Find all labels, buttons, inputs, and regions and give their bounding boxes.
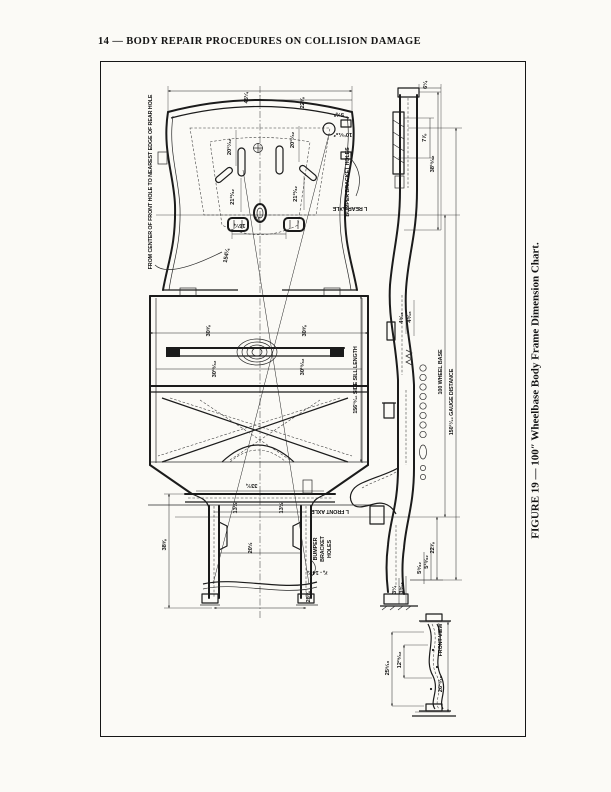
dim-rear-half-width: 22⅝ — [300, 97, 306, 109]
dim-rear-overhang: 38¹⁵⁄₃₂ — [430, 155, 436, 173]
dim-bumper-rear-a: 5⅝* — [333, 111, 345, 117]
label-front-bumper-1: BUMPER — [313, 537, 319, 561]
sill-section-left — [166, 347, 180, 357]
dim-rear-hole-left: 21¹³⁄₃₂ — [230, 189, 236, 205]
dim-side-mid-a: 4⁹⁄₁₆ — [399, 312, 405, 324]
dim-rail-gap: 20½ — [248, 542, 254, 554]
dim-side-top: 6¼ — [423, 81, 429, 89]
label-gauge-distance: 150¹⁷⁄₃₂ GAUGE DISTANCE — [449, 368, 455, 436]
page-header: 14 — BODY REPAIR PROCEDURES ON COLLISION DAMAGE — [98, 36, 422, 47]
dim-front-span: 38⅝ — [162, 539, 168, 551]
dim-spring-a: 16¼ — [234, 222, 246, 228]
label-side-sill-length: 156¹⁵⁄₁₆ SIDE SILL LENGTH — [353, 346, 359, 414]
dim-mid-width-right: 30⅝ — [302, 325, 308, 337]
dim-mid-width-left: 30⅝ — [206, 325, 212, 337]
dim-rear-slot-left: 20¹⁷⁄₃₂ — [227, 138, 233, 156]
dim-axle-gap-right: 13½ — [279, 502, 285, 514]
plan-view-drawing — [148, 86, 460, 618]
rear-slot-hole-left — [238, 148, 245, 176]
dim-front-cross-width: 33¾ — [246, 482, 258, 488]
spring-hanger-hole-right — [284, 218, 304, 231]
gauge-holes — [420, 365, 427, 480]
dim-spring-b: ⅝ — [255, 215, 261, 221]
dim-frontview-outer: 25⁹⁄₁₆ — [385, 660, 391, 676]
dim-frontview-inner: 12²⁹⁄₃₂ — [397, 651, 403, 669]
dim-frontview-right: 26¹⁵⁄₁₆ — [438, 675, 444, 693]
dim-side-upper: 7⅞ — [422, 134, 428, 142]
rear-bumper-bracket-upper — [341, 120, 351, 127]
dim-rear-width: 45¼ — [244, 92, 250, 104]
label-rear-axle: L REAR AXLE — [332, 205, 368, 211]
dim-front-width: 28⅝ — [306, 591, 312, 603]
dim-front-bumper-holes: ⅞ - 14¾ — [307, 569, 329, 575]
front-view-dimensions — [385, 622, 450, 712]
dim-side-lower-a: 5⁹⁄₃₂ — [417, 562, 423, 574]
note-diagonal-measure: FROM CENTER OF FRONT HOLE TO NEAREST EDGE OF REAR HOLE — [148, 94, 154, 270]
label-front-bumper-2: BRACKET — [320, 536, 326, 562]
dim-side-lower-b: 5¹⁵⁄₃₂ — [424, 555, 430, 569]
label-wheelbase: 100 WHEEL BASE — [438, 349, 444, 395]
dim-front-overhang: 22⅞ — [430, 542, 436, 554]
label-rear-bumper-bracket-holes: BUMPER BRACKET HOLES — [345, 147, 351, 217]
dim-side-mid-b: 4⁵⁄₁₆ — [407, 311, 413, 323]
label-front-view: FRONT VIEW — [438, 623, 444, 657]
label-front-axle: L FRONT AXLE — [311, 508, 349, 514]
dim-side-bottom-a: 3¼ — [392, 586, 398, 594]
dim-mid-width2-left: 30¹⁵⁄₃₂ — [212, 360, 218, 378]
label-front-bumper-3: HOLES — [327, 539, 333, 559]
dim-side-bottom-b: 3⁹⁄₁₆ — [399, 582, 405, 594]
figure-caption: FIGURE 19 — 100″ Wheelbase Body Frame Dimension Chart. — [529, 242, 542, 539]
dim-rear-slot-right: 20¹⁷⁄₃₂ — [290, 131, 296, 149]
x-member-bracing — [150, 398, 368, 462]
dim-axle-gap-left: 13½ — [233, 502, 239, 514]
dim-rear-hole-right: 21¹³⁄₃₂ — [293, 186, 299, 202]
dim-mid-width2-right: 30¹⁵⁄₃₂ — [300, 358, 306, 376]
dim-diagonal-length: 154¼ — [222, 248, 232, 264]
rear-slot-hole-right — [276, 146, 283, 174]
sill-section-right — [330, 347, 344, 357]
side-view-dimensions — [391, 80, 462, 604]
front-view-drawing — [412, 614, 456, 716]
dim-bumper-rear-b: 10¹⁵⁄₁₆* — [333, 131, 353, 137]
